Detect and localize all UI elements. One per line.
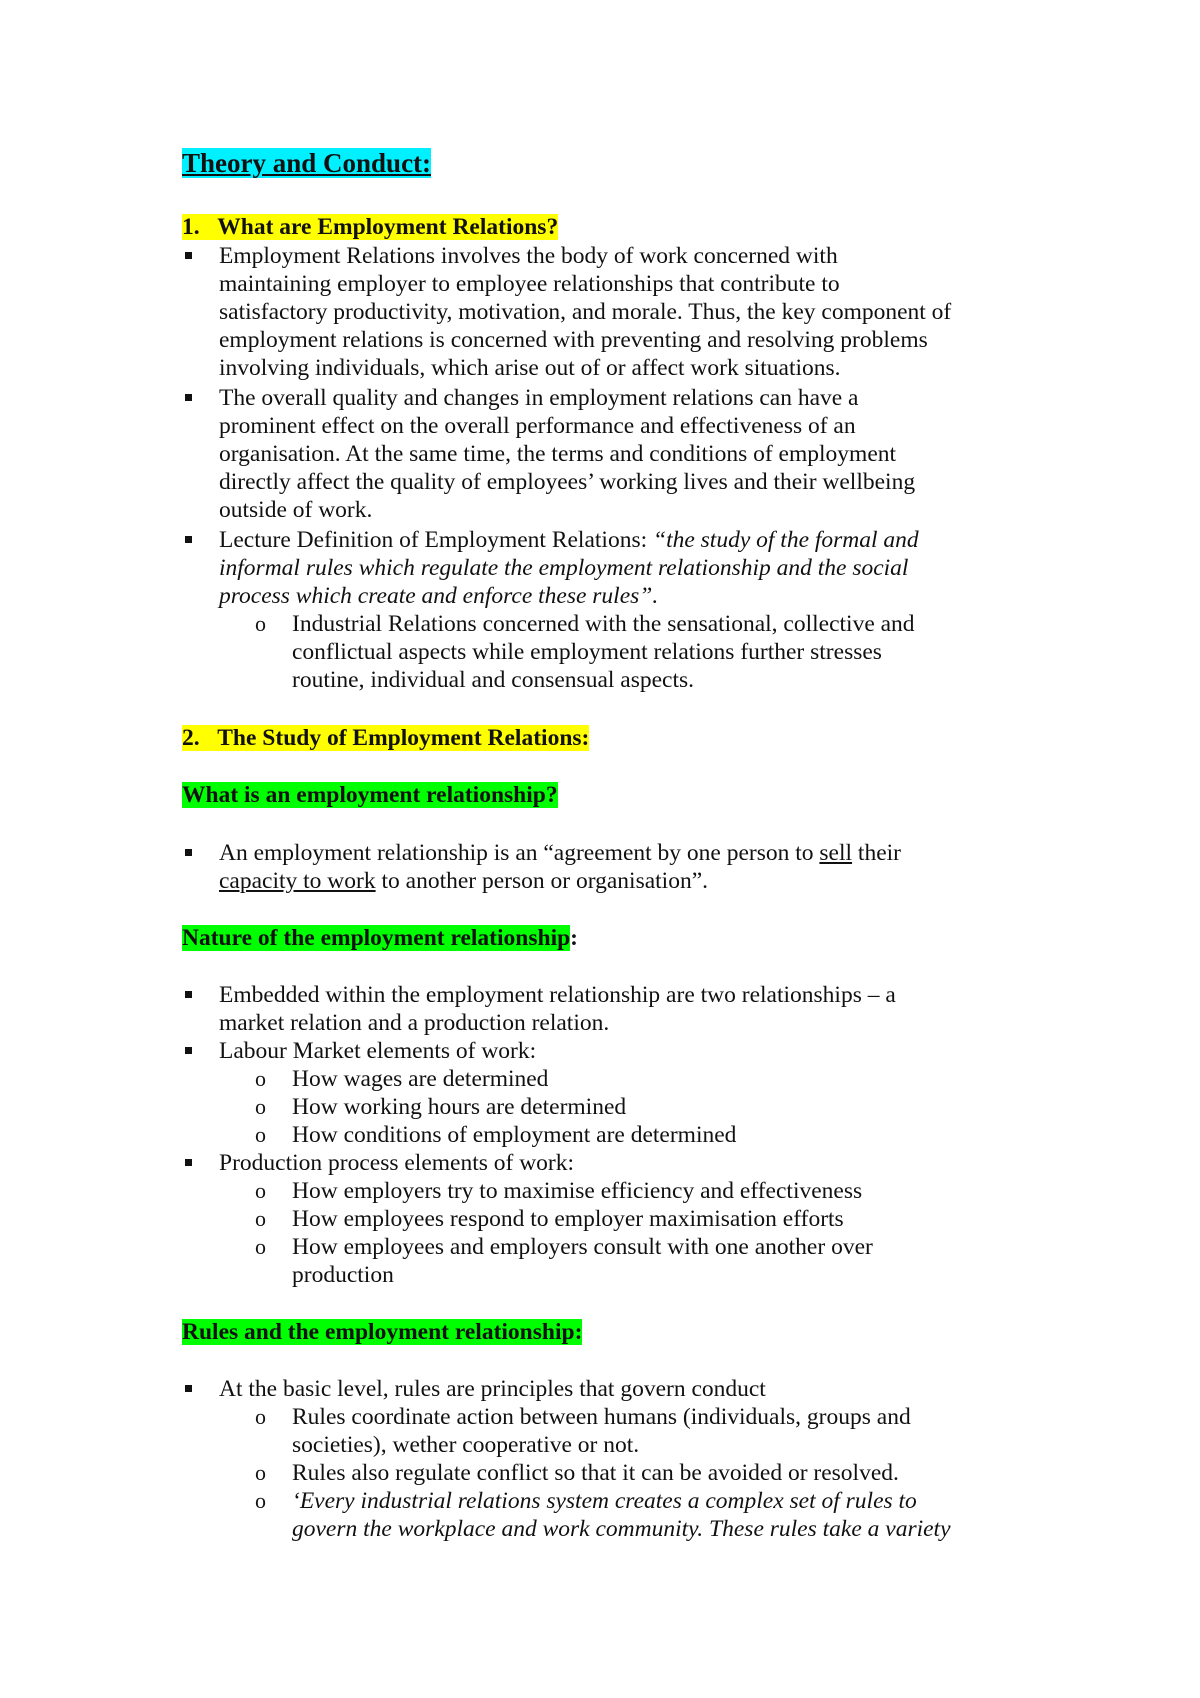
list-item: How employees and employers consult with one another over — [292, 1234, 873, 1260]
paragraph-line: satisfactory productivity, motivation, and morale. Thus, the key component of — [219, 299, 952, 325]
section-1-heading: 1. What are Employment Relations? — [182, 214, 559, 240]
list-item: production — [292, 1262, 394, 1288]
paragraph-line: directly affect the quality of employees’ working lives and their wellbeing — [219, 469, 916, 495]
list-item: societies), wether cooperative or not. — [292, 1432, 640, 1458]
list-item: How wages are determined — [292, 1066, 549, 1092]
list-item: How conditions of employment are determined — [292, 1122, 737, 1148]
paragraph-line: conflictual aspects while employment relations further stresses — [292, 639, 882, 665]
paragraph-line: Employment Relations involves the body of work concerned with — [219, 243, 838, 269]
quote-line: govern the workplace and work community. These rules take a variety — [292, 1516, 951, 1542]
circle-bullet-icon: o — [255, 1178, 266, 1203]
subheading: What is an employment relationship? — [182, 782, 558, 808]
paragraph-line: Labour Market elements of work: — [219, 1038, 537, 1064]
list-item: Rules coordinate action between humans (individuals, groups and — [292, 1404, 911, 1430]
paragraph-line: prominent effect on the overall performance and effectiveness of an — [219, 413, 856, 439]
circle-bullet-icon: o — [255, 1094, 266, 1119]
paragraph-line: routine, individual and consensual aspects. — [292, 667, 695, 693]
square-bullet-icon — [185, 1047, 192, 1054]
square-bullet-icon — [185, 1159, 192, 1166]
circle-bullet-icon: o — [255, 1122, 266, 1147]
list-item: How employers try to maximise efficiency and effectiveness — [292, 1178, 863, 1204]
subheading: Nature of the employment relationship: — [182, 925, 578, 951]
paragraph-line: maintaining employer to employee relationships that contribute to — [219, 271, 840, 297]
subheading: Rules and the employment relationship: — [182, 1319, 583, 1345]
square-bullet-icon — [185, 536, 192, 543]
square-bullet-icon — [185, 1385, 192, 1392]
paragraph-line: An employment relationship is an “agreement by one person to sell their — [219, 840, 901, 866]
paragraph-line: Industrial Relations concerned with the sensational, collective and — [292, 611, 915, 637]
paragraph-line: employment relations is concerned with preventing and resolving problems — [219, 327, 928, 353]
circle-bullet-icon: o — [255, 1206, 266, 1231]
paragraph-line: market relation and a production relation. — [219, 1010, 610, 1036]
paragraph-line: At the basic level, rules are principles that govern conduct — [219, 1376, 766, 1402]
paragraph-line: Production process elements of work: — [219, 1150, 575, 1176]
quote-line: process which create and enforce these rules”. — [219, 583, 659, 609]
paragraph-line: Embedded within the employment relationship are two relationships – a — [219, 982, 896, 1008]
circle-bullet-icon: o — [255, 1066, 266, 1091]
paragraph-line: The overall quality and changes in employment relations can have a — [219, 385, 859, 411]
square-bullet-icon — [185, 849, 192, 856]
paragraph-line: outside of work. — [219, 497, 373, 523]
list-item: How employees respond to employer maximisation efforts — [292, 1206, 844, 1232]
quote-line: ‘Every industrial relations system creates a complex set of rules to — [292, 1488, 917, 1514]
quote-line: informal rules which regulate the employment relationship and the social — [219, 555, 909, 581]
square-bullet-icon — [185, 991, 192, 998]
page-title: Theory and Conduct: — [182, 148, 432, 178]
list-item: How working hours are determined — [292, 1094, 627, 1120]
section-2-heading: 2. The Study of Employment Relations: — [182, 725, 590, 751]
circle-bullet-icon: o — [255, 1404, 266, 1429]
paragraph-line: organisation. At the same time, the terms and conditions of employment — [219, 441, 897, 467]
circle-bullet-icon: o — [255, 1460, 266, 1485]
paragraph-line: Lecture Definition of Employment Relations: “the study of the formal and — [219, 527, 919, 553]
paragraph-line: involving individuals, which arise out of or affect work situations. — [219, 355, 841, 381]
list-item: Rules also regulate conflict so that it can be avoided or resolved. — [292, 1460, 899, 1486]
square-bullet-icon — [185, 252, 192, 259]
circle-bullet-icon: o — [255, 611, 266, 636]
square-bullet-icon — [185, 394, 192, 401]
paragraph-line: capacity to work to another person or organisation”. — [219, 868, 709, 894]
circle-bullet-icon: o — [255, 1488, 266, 1513]
circle-bullet-icon: o — [255, 1234, 266, 1259]
